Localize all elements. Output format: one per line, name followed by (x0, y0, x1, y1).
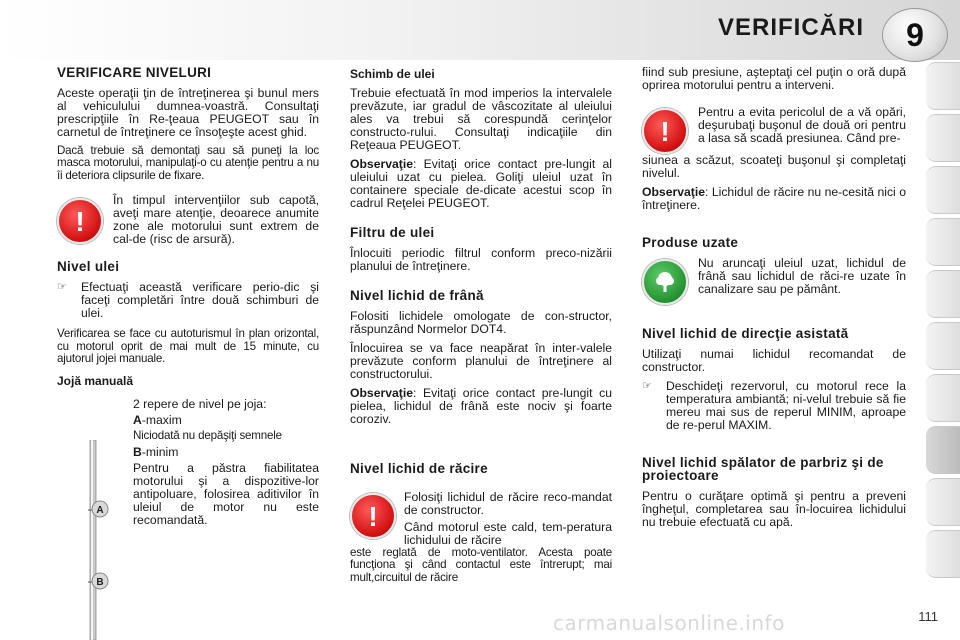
exclamation-warning-icon: ! (642, 108, 688, 154)
coolant-warning-text-top (404, 491, 612, 547)
observation-label: Observaţie (350, 157, 414, 171)
oil-bullet (57, 281, 319, 320)
heading-produse-uzate: Produse uzate (642, 235, 739, 250)
coolant-warning-2b: este reglată de moto-ventilator. Acesta poate funcţiona şi când contactul este întrerupt; mai mult,circuitul de răcire (350, 546, 612, 584)
heading-schimb-de-ulei: Schimb de ulei (350, 67, 435, 81)
coolant-warning-1: Folosiţi lichidul de răcire reco-mandat de constructor. (404, 490, 612, 517)
intro-paragraph: Aceste operaţii ţin de întreţinerea şi bunul mers al vehiculului dumnea-voastră. Consultaţi prescripţiile în Re-ţeaua PEUGEOT sau în carnetul de întreţinere ce însoţeşte acest ghid. (57, 86, 319, 139)
washer-paragraph: Pentru o curăţare optimă şi pentru a preveni îngheţul, completarea sau în-locuirea lichidului nu trebuie efectuată cu apă. (642, 489, 906, 529)
steering-paragraph: Utilizaţi numai lichidul recomandat de constructor. (642, 347, 906, 374)
brake-fluid-paragraph-1: Folositi lichidele omologate de con-structor, răspunzând Normelor DOT4. (350, 309, 612, 336)
observation-label-2: Observaţie (350, 386, 414, 400)
chapter-badge: 9 (882, 8, 948, 62)
mask-note: Dacă trebuie să demontaţi sau să puneţi la loc masca motorului, manipulaţi-o cu atenţie pentru a nu îi deteriora clipsurile de fixare. (57, 144, 319, 182)
heading-lichid-racire: Nivel lichid de răcire (350, 461, 488, 476)
mark-b-text: -minim (141, 444, 179, 459)
scald-warning-text-a: Pentru a evita pericolul de a vă opări, deşurubaţi buşonul de două ori pentru a lasa să scadă presiunea. Când pre- (698, 105, 906, 145)
tree-icon-wrap (642, 257, 698, 305)
heading-nivel-ulei: Nivel ulei (57, 259, 120, 275)
additive-note: Pentru a păstra fiabilitatea motorului şi a dispozitive-lor antipoluare, folosirea aditivilor în uleiul de motor nu este recomandată. (133, 460, 319, 527)
observation-used-oil (350, 158, 612, 210)
mark-b-letter: B (133, 444, 142, 459)
heading-verificare-niveluri: VERIFICARE NIVELURI (57, 65, 212, 80)
side-tab-8-active[interactable] (926, 426, 960, 474)
mark-a-letter: A (133, 413, 142, 428)
mark-a-text: -maxim (141, 413, 182, 428)
brake-fluid-paragraph-2: Înlocuirea se va face neapărat în inter-valele prevăzute conform planului de întreţinere al constructorului. (350, 341, 612, 381)
page-title: VERIFICĂRI (717, 14, 864, 41)
heading-directie-asistata: Nivel lichid de direcţie asistată (642, 326, 849, 341)
observation-brake (350, 387, 612, 426)
observation-used-oil-text: : Evitaţi orice contact pre-lungit al uleiului uzat cu pielea. Goliţi uleiul uzat în containere speciale de-dicate acestui scop în cadrul Reţelei PEUGEOT. (350, 157, 612, 210)
column-right (642, 64, 906, 535)
heading-joja-manuala: Jojă manuală (57, 374, 134, 389)
tree-icon (652, 269, 678, 295)
side-tab-5[interactable] (926, 270, 960, 318)
oil-change-paragraph: Trebuie efectuată în mod imperios la intervalele prevăzute, iar gradul de vâscozitate al uleiului ales va trebui să corespundă cerinţelor constructo-rului. Consultaţi indicaţiile din Reţeaua PEUGEOT. (350, 86, 612, 152)
hand-pointer-icon: ☞ (57, 281, 67, 294)
exclamation-warning-icon: ! (350, 493, 396, 539)
observation-coolant-text: : Lichidul de răcire nu ne-cesită nici o întreţinere. (642, 185, 906, 212)
heading-filtru-ulei: Filtru de ulei (350, 225, 435, 240)
side-tab-2[interactable] (926, 114, 960, 162)
filter-paragraph: Înlocuiti periodic filtrul conform preco-nizării planului de întreţinere. (350, 246, 612, 273)
coolant-continuation: fiind sub presiune, aşteptaţi cel puţin o oră după oprirea motorului pentru a interveni. (642, 65, 906, 92)
side-tab-1[interactable] (926, 62, 960, 110)
heading-spalator-parbriz: Nivel lichid spălator de parbriz şi de proiectoare (642, 455, 884, 483)
heading-lichid-frana: Nivel lichid de frână (350, 288, 484, 303)
coolant-warning (350, 491, 612, 547)
coolant-icon-wrap (350, 491, 404, 547)
dipstick-illustration (70, 440, 120, 640)
label-b: B (96, 577, 104, 588)
page-number: 111 (918, 609, 938, 624)
observation-label-3: Observaţie (642, 185, 706, 199)
observation-brake-text: : Evitaţi orice contact pre-lungit cu pielea, lichidul de frână este nociv şi foarte coroziv. (350, 386, 612, 426)
steering-bullet (642, 380, 906, 432)
mark-a-line (133, 414, 319, 427)
hand-pointer-icon: ☞ (642, 380, 652, 392)
scald-icon-wrap (642, 106, 698, 154)
hot-engine-warning (57, 194, 319, 252)
side-tab-7[interactable] (926, 374, 960, 422)
side-tab-4[interactable] (926, 218, 960, 266)
scald-warning (642, 106, 906, 154)
used-products-text: Nu aruncaţi uleiul uzat, lichidul de frână sau lichidul de răci-re uzate în canalizare sau pe pământ. (698, 256, 906, 296)
environment-note (642, 257, 906, 305)
side-tab-10[interactable] (926, 530, 960, 578)
column-middle (350, 64, 612, 590)
oil-bullet-text: Efectuaţi această verificare perio-dic şi faceţi completări între două schimburi de ulei. (81, 280, 319, 321)
steering-bullet-text: Deschideţi rezervorul, cu motorul rece la temperatura ambiantă; ni-velul trebuie să fie mereu mai sus de reperul MINIM, aproape de re-perul MAXIM. (666, 379, 906, 432)
warning-icon-wrap (57, 194, 113, 252)
dipstick-marks-text (133, 398, 319, 526)
mark-a-note: Niciodată nu depăşiţi semnele (133, 429, 282, 443)
watermark: carmanualsonline.info (553, 611, 785, 635)
scald-warning-text-b: siunea a scăzut, scoateţi buşonul şi completaţi nivelul. (642, 153, 906, 180)
tree-environment-icon (642, 259, 688, 305)
dipstick-intro: 2 repere de nivel pe joja: (133, 397, 267, 412)
hot-engine-warning-text: În timpul intervenţiilor sub capotă, aveţi mare atenţie, deoarece anumite zone ale motorului sunt extrem de cal-de (risc de arsură). (113, 193, 319, 247)
exclamation-warning-icon: ! (57, 198, 103, 244)
label-a: A (96, 505, 104, 516)
oil-check-note: Verificarea se face cu autoturismul în plan orizontal, cu motorul oprit de mai mult de 15 minute, cu ajutorul jojei manuale. (57, 327, 319, 366)
side-tabs (926, 60, 960, 620)
side-tab-3[interactable] (926, 166, 960, 214)
mark-b-line (133, 446, 319, 459)
side-tab-6[interactable] (926, 322, 960, 370)
observation-coolant (642, 186, 906, 212)
coolant-warning-2a: Când motorul este cald, tem-peratura lichidului de răcire (404, 520, 612, 547)
dipstick-highlight (91, 440, 93, 640)
side-tab-9[interactable] (926, 478, 960, 526)
